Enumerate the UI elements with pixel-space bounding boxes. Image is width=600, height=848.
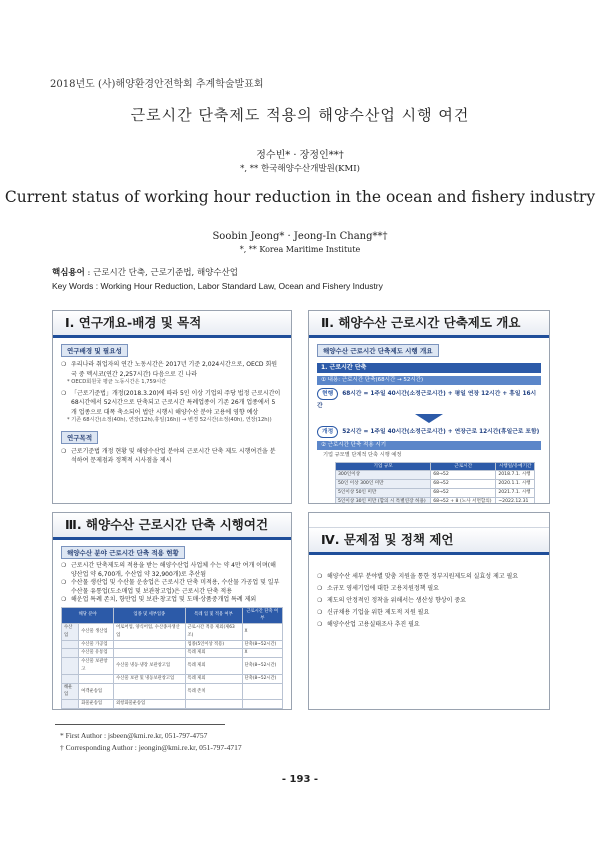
korean-affiliation: *, ** 한국해양수산개발원(KMI) — [240, 164, 360, 174]
korean-authors: 정수빈* · 장정인**† — [256, 150, 344, 161]
table-row — [336, 497, 535, 504]
list-item: ❍ 소규모 영세기업에 대한 고용지원정책 필요 — [309, 583, 549, 595]
down-arrow-icon — [415, 414, 443, 423]
content-bar: ② 근로시간 단축 적용 시기 — [317, 441, 541, 450]
table-cell: 업종(5인이상 적용) — [185, 640, 242, 649]
korean-title: 근로시간 단축제도 적용의 해양수산업 시행 여건 — [130, 106, 470, 124]
table-cell: 화물운송업 — [79, 700, 114, 709]
table-cell — [242, 683, 282, 700]
table-row — [62, 649, 283, 658]
table-cell: 68→52 — [431, 488, 496, 497]
panel-policy-suggestions — [308, 512, 550, 710]
table-row — [336, 480, 535, 489]
note-text: * OECD회원국 평균 노동시간은 1,759시간 — [67, 379, 167, 385]
table-cell — [62, 700, 79, 709]
table-cell: 2020.1.1. 시행 — [496, 480, 535, 489]
table-cell: 단축(8~52시간) — [242, 674, 282, 683]
section-bar: 1. 근로시간 단축 — [317, 363, 541, 373]
table-cell: 300인이상 — [336, 471, 431, 480]
table-header: 시행일/유예기간 — [496, 462, 535, 471]
table-cell — [62, 658, 79, 675]
table-cell: 수산물 보관창고 — [79, 658, 114, 675]
table-cell — [62, 709, 79, 710]
table-cell — [114, 709, 185, 710]
table-cell — [114, 640, 185, 649]
table-header: 기업 규모 — [336, 462, 431, 471]
table-cell: 특례 존치 — [185, 683, 242, 700]
section-tag: 해양수산 근로시간 단축제도 시행 개요 — [317, 344, 439, 357]
list-item: ❍ 신규채용 기업을 위한 제도적 지원 필요 — [309, 607, 549, 619]
list-item: ❍ 제도의 안정적인 정착을 위해서는 생산성 향상이 중요 — [309, 595, 549, 607]
table-header: 특례 업 및 적용 여부 — [185, 607, 242, 624]
table-cell — [185, 709, 242, 710]
table-cell: 특례 제외 — [185, 674, 242, 683]
table-row — [62, 683, 283, 700]
table-row — [62, 709, 283, 710]
table-cell: 외항화물운송업 — [114, 700, 185, 709]
table-cell: 수산물 생산업 — [79, 624, 114, 641]
section-tag: 해양수산 분야 근로시간 단축 적용 현황 — [61, 546, 185, 559]
current-hours-text: 68시간 = 1주일 40시간(소정근로시간) + 평일 연장 12시간 + 휴일 16시간 — [317, 391, 537, 409]
table-cell: 5인이상 30인 미만 (합의 시 특별연장 허용) — [336, 497, 431, 504]
english-title: Current status of working hour reduction in the ocean and fishery industry — [4, 188, 596, 206]
panel-research-overview — [52, 310, 292, 504]
table-cell — [79, 674, 114, 683]
table-cell: 단축(8~52시간) — [242, 658, 282, 675]
keywords-korean-label: 핵심용어 — [52, 268, 85, 278]
footnote-divider — [55, 724, 225, 725]
keywords-korean — [52, 266, 238, 278]
table-cell: 50인 이상 300인 미만 — [336, 480, 431, 489]
industry-table — [61, 607, 283, 711]
table-cell: 68→52 — [431, 480, 496, 489]
table-header: 업종 및 세부업종 — [114, 607, 185, 624]
table-cell: ~2022.12.31 — [496, 497, 535, 504]
conference-name: 2018년도 (사)해양환경안전학회 추계학술발표회 — [50, 79, 264, 90]
keywords-english-text: : Working Hour Reduction, Labor Standard Law, Ocean and Fishery Industry — [93, 281, 383, 291]
panel-title: Ⅳ. 문제점 및 정책 제언 — [309, 527, 549, 555]
table-cell: 수산물 가공업 — [79, 640, 114, 649]
table-cell — [62, 649, 79, 658]
table-row — [62, 674, 283, 683]
list-item: ❍ 해양수산업 고용실태조사 추진 필요 — [309, 619, 549, 631]
table-cell — [242, 709, 282, 710]
bullet-text: ❍ 근로시간 단축제도의 적용을 받는 해양수산업 사업체 수는 약 4만 여개 이며(해양산업 약 6,700개, 수산업 약 32,900개)로 추산됨 — [53, 562, 291, 579]
table-cell: 특례 제외 — [185, 649, 242, 658]
table-row — [62, 700, 283, 709]
table-header: 근로시간 단축 여부 — [242, 607, 282, 624]
table-row — [62, 624, 283, 641]
table-cell: 수산물 냉동·냉장 보관창고업 — [114, 658, 185, 675]
table-cell: X — [242, 624, 282, 641]
panel-implementation-conditions — [52, 512, 292, 710]
content-bar: ① 내용: 근로시간 단축(68시간 → 52시간) — [317, 376, 541, 385]
first-author-footnote: * First Author : jsbeen@kmi.re.kr, 051-797-4757 — [60, 731, 208, 740]
corresponding-author-footnote: † Corresponding Author : jeongin@kmi.re.kr, 051-797-4717 — [60, 743, 242, 752]
table-cell — [79, 709, 114, 710]
table-cell: 해운업 — [62, 683, 79, 700]
table-cell: 단축(8~52시간) — [242, 640, 282, 649]
revised-hours-row — [317, 426, 541, 438]
table-cell: 68→52 + 8 (노사 서면합의) — [431, 497, 496, 504]
table-row — [62, 658, 283, 675]
bullet-text: ❍ 우리나라 취업자의 연간 노동시간은 2017년 기준 2,024시간으로, OECD 회원국 중 멕시코(연간 2,257시간) 다음으로 긴 나라 — [53, 360, 291, 379]
table-cell: 2021.7.1. 시행 — [496, 488, 535, 497]
table-cell: 근로시간 적용 제외(제63조) — [185, 624, 242, 641]
table-cell — [62, 674, 79, 683]
table-cell — [114, 649, 185, 658]
table-cell: 2018.7.1. 시행 — [496, 471, 535, 480]
bullet-text: ❍ 근로기준법 개정 현황 및 해양수산업 분야의 근로시간 단축 제도 시행여건을 분석하여 문제점과 정책적 시사점을 제시 — [53, 447, 291, 466]
bullet-text: ❍ 수산물 생산업 및 수산물 운송업은 근로시간 단축 미적용, 수산물 가공업 및 일부 수산물 유통업(도소매업 및 보관창고업)은 근로시간 단축 적용 — [53, 579, 291, 596]
table-cell: 68→52 — [431, 471, 496, 480]
table-cell: 어로어업, 양식어업, 수산종자생산업 — [114, 624, 185, 641]
schedule-note: 기업 규모별 단계적 단축 시행 예정 — [323, 452, 402, 458]
table-cell — [62, 640, 79, 649]
keywords-english — [52, 281, 383, 291]
table-cell: 수산물 유통업 — [79, 649, 114, 658]
english-affiliation: *, ** Korea Maritime Institute — [239, 245, 361, 254]
table-cell: 수산물 보관 및 냉동보관창고업 — [114, 674, 185, 683]
revised-hours-text: 52시간 = 1주일 40시간(소정근로시간) + 연장근로 12시간(휴일근로 포함) — [342, 429, 540, 435]
keywords-english-label: Key Words — [52, 281, 94, 291]
table-cell: 여객운송업 — [79, 683, 114, 700]
english-authors: Soobin Jeong* · Jeong-In Chang**† — [212, 231, 388, 242]
table-cell: 수산업 — [62, 624, 79, 641]
table-row — [62, 640, 283, 649]
panel-title: Ⅲ. 해양수산 근로시간 단축 시행여건 — [53, 513, 291, 540]
page-number: - 193 - — [281, 774, 319, 785]
schedule-table — [335, 462, 535, 505]
bullet-text: ❍ 「근로기준법」개정(2018.3.20)에 따라 5인 이상 기업의 주당 법정 근로시간이 68시간에서 52시간으로 단축되고 근로시간 특례업종이 기존 26개 업종에서 5개 업종으로 대폭 축소되어 법안 시행시 해양수산 분야 고용에 영향 예상 — [53, 389, 291, 418]
current-hours-row — [317, 388, 541, 412]
table-cell — [242, 700, 282, 709]
panel-system-overview — [308, 310, 550, 504]
table-row — [336, 471, 535, 480]
table-cell — [114, 683, 185, 700]
list-item: ❍ 해양수산 세부 분야별 맞춤 지원을 통한 정부지원제도의 실효성 제고 필요 — [309, 571, 549, 583]
table-cell: 5인이상 50인 미만 — [336, 488, 431, 497]
table-cell: 특례 제외 — [185, 658, 242, 675]
note-text: * 기존 68시간(소정(40h), 연장(12h),휴일(16h)) → 변경 52시간(소정(40h), 연장(12h)) — [67, 417, 272, 423]
section-tag: 연구배경 및 필요성 — [61, 344, 128, 357]
table-cell — [185, 700, 242, 709]
panel-title: Ⅰ. 연구개요-배경 및 목적 — [53, 311, 291, 338]
keywords-korean-text: : 근로시간 단축, 근로기준법, 해양수산업 — [84, 268, 239, 278]
table-header: 근로시간 — [431, 462, 496, 471]
current-label: 현행 — [317, 388, 338, 400]
panel-title: Ⅱ. 해양수산 근로시간 단축제도 개요 — [309, 311, 549, 338]
section-tag: 연구목적 — [61, 431, 98, 444]
table-header: 해당 분야 — [62, 607, 114, 624]
table-row — [336, 488, 535, 497]
table-cell: X — [242, 649, 282, 658]
revised-label: 개정 — [317, 426, 338, 438]
bullet-text: ❍ 해운업 특례 존치, 항만업 및 보관·창고업 및 도매·상품중개업 특례 제외 — [53, 596, 291, 605]
